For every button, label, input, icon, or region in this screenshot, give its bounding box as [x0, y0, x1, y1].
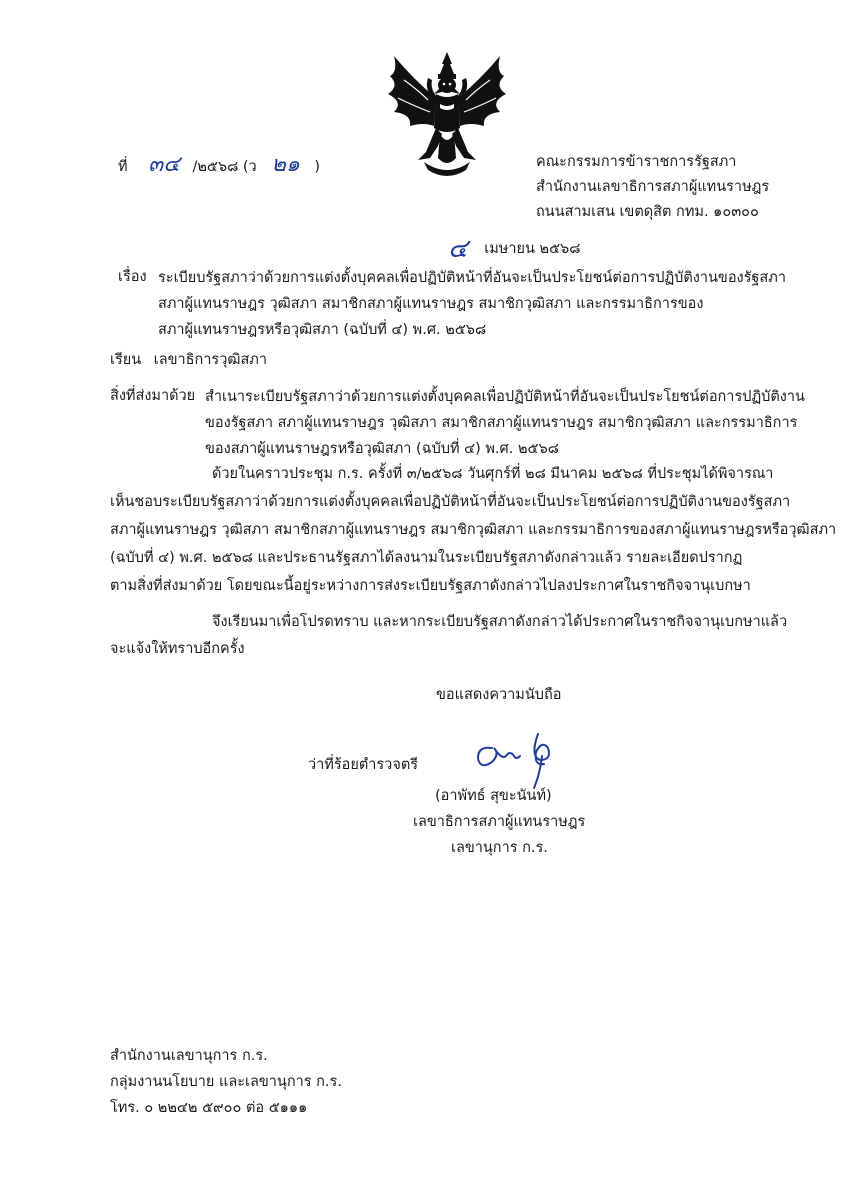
body-line: (ฉบับที่ ๔) พ.ศ. ๒๕๖๘ และประธานรัฐสภาได้ลงนามในระเบียบรัฐสภาดังกล่าวแล้ว รายละเอียดปรากฏ: [110, 550, 743, 566]
enclosure-line: ของรัฐสภา สภาผู้แทนราษฎร วุฒิสภา สมาชิกสภาผู้แทนราษฎร สมาชิกวุฒิสภา และกรรมาธิการ: [205, 415, 798, 431]
body-line: จึงเรียนมาเพื่อโปรดทราบ และหากระเบียบรัฐสภาดังกล่าวได้ประกาศในราชกิจจานุเบกษาแล้ว: [212, 614, 788, 630]
date-text: เมษายน ๒๕๖๘: [484, 241, 581, 257]
addressee-value: เลขาธิการวุฒิสภา: [153, 352, 268, 368]
signatory-name: (อาพัทธ์ สุขะนันท์): [435, 788, 552, 804]
signatory-title: เลขานุการ ก.ร.: [451, 840, 548, 856]
enclosure-text: [205, 384, 805, 462]
addressee-label: เรียน: [110, 352, 142, 368]
office-address: [536, 150, 769, 225]
closing-salutation: ขอแสดงความนับถือ: [436, 687, 562, 703]
letter-date: [448, 228, 580, 269]
footer-line: กลุ่มงานนโยบาย และเลขานุการ ก.ร.: [110, 1074, 342, 1090]
ref-circular-handwritten: ๒๑: [271, 152, 300, 177]
body-line: ด้วยในคราวประชุม ก.ร. ครั้งที่ ๓/๒๕๖๘ วันศุกร์ที่ ๒๘ มีนาคม ๒๕๖๘ ที่ประชุมได้พิจารณา: [212, 466, 774, 482]
reference-line: [118, 146, 320, 181]
enclosure-line: ของสภาผู้แทนราษฎรหรือวุฒิสภา (ฉบับที่ ๔) พ.ศ. ๒๕๖๘: [205, 441, 559, 457]
office-line: คณะกรรมการข้าราชการรัฐสภา: [536, 154, 737, 170]
date-day-handwritten: ๔: [448, 234, 468, 264]
signatory-rank: ว่าที่ร้อยตำรวจตรี: [308, 757, 419, 773]
footer-line: สำนักงานเลขานุการ ก.ร.: [110, 1048, 268, 1064]
body-line: สภาผู้แทนราษฎร วุฒิสภา สมาชิกสภาผู้แทนราษฎร สมาชิกวุฒิสภา และกรรมาธิการของสภาผู้แทนราษฎรหรือวุฒิสภา: [110, 522, 837, 538]
subject-line: ระเบียบรัฐสภาว่าด้วยการแต่งตั้งบุคคลเพื่อปฏิบัติหน้าที่อันจะเป็นประโยชน์ต่อการปฏิบัติงานของรัฐสภา: [158, 270, 786, 286]
subject-line: สภาผู้แทนราษฎรหรือวุฒิสภา (ฉบับที่ ๔) พ.ศ. ๒๕๖๘: [158, 322, 487, 338]
enclosure-line: สำเนาระเบียบรัฐสภาว่าด้วยการแต่งตั้งบุคคลเพื่อปฏิบัติหน้าที่อันจะเป็นประโยชน์ต่อการปฏิบัติงาน: [205, 389, 805, 405]
subject-label: เรื่อง: [118, 269, 147, 285]
body-line: จะแจ้งให้ทราบอีกครั้ง: [110, 641, 245, 657]
garuda-emblem: [384, 50, 510, 182]
footer-line: โทร. ๐ ๒๒๔๒ ๕๙๐๐ ต่อ ๕๑๑๑: [110, 1100, 308, 1116]
ref-prefix: ที่: [118, 159, 128, 175]
ref-number-handwritten: ๓๔: [148, 152, 180, 177]
body-line: ตามสิ่งที่ส่งมาด้วย โดยขณะนี้อยู่ระหว่างการส่งระเบียบรัฐสภาดังกล่าวไปลงประกาศในราชกิจจานุเบกษา: [110, 578, 751, 594]
signatory-title: เลขาธิการสภาผู้แทนราษฎร: [413, 814, 586, 830]
office-line: สำนักงานเลขาธิการสภาผู้แทนราษฎร: [536, 179, 770, 195]
ref-suffix: ): [314, 159, 321, 175]
enclosure-label: สิ่งที่ส่งมาด้วย: [110, 388, 196, 404]
ref-middle: /๒๕๖๘ (ว: [192, 159, 257, 175]
body-line: เห็นชอบระเบียบรัฐสภาว่าด้วยการแต่งตั้งบุคคลเพื่อปฏิบัติหน้าที่อันจะเป็นประโยชน์ต่อการปฏิบัติงานของรัฐสภา: [110, 494, 791, 510]
addressee: [110, 348, 267, 371]
footer-contact: [110, 1043, 342, 1121]
subject-line: สภาผู้แทนราษฎร วุฒิสภา สมาชิกสภาผู้แทนราษฎร สมาชิกวุฒิสภา และกรรมาธิการของ: [158, 296, 704, 312]
subject-text: [158, 265, 786, 343]
office-line: ถนนสามเสน เขตดุสิต กทม. ๑๐๓๐๐: [536, 204, 759, 220]
